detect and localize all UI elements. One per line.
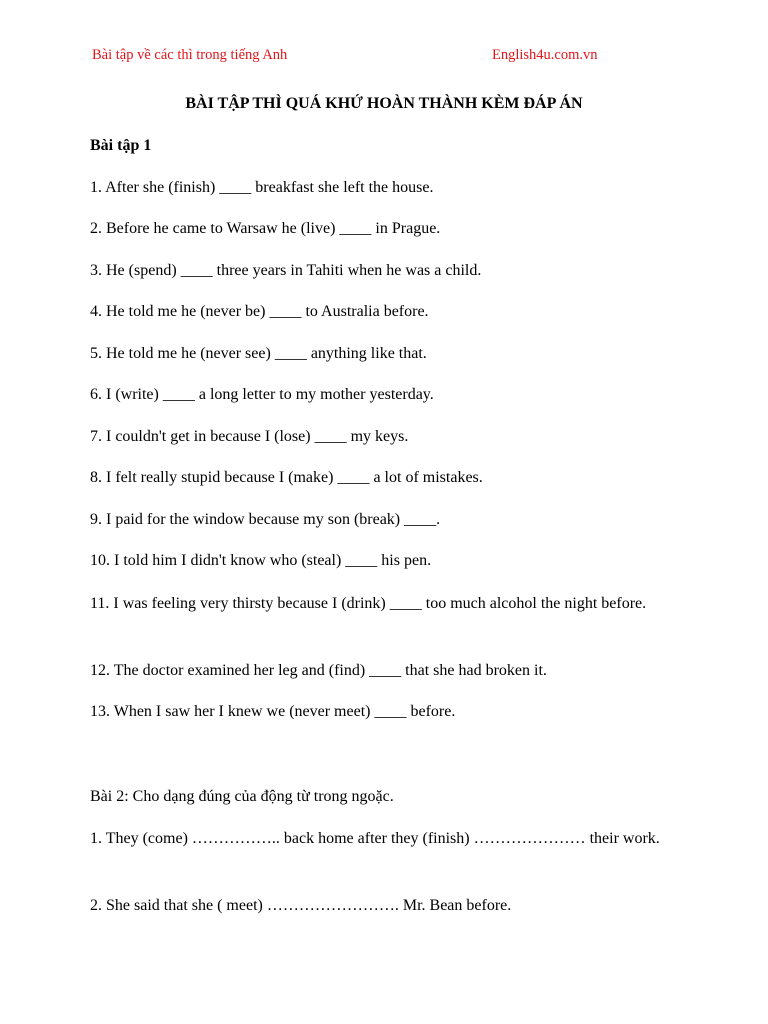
exercise-1-question: 8. I felt really stupid because I (make) ____ a lot of mistakes.: [90, 469, 483, 486]
exercise-1-question: 2. Before he came to Warsaw he (live) ____ in Prague.: [90, 220, 441, 237]
header-left-text: Bài tập về các thì trong tiếng Anh: [92, 47, 288, 63]
exercise-2-question: 2. She said that she ( meet) ……………………. Mr. Bean before.: [90, 897, 512, 914]
document-body: [90, 136, 677, 938]
exercise-1-question: 4. He told me he (never be) ____ to Australia before.: [90, 303, 429, 320]
exercise-1-question: 3. He (spend) ____ three years in Tahiti when he was a child.: [90, 261, 482, 279]
exercise-1-question: 6. I (write) ____ a long letter to my mother yesterday.: [90, 386, 434, 403]
exercise-1-question: 5. He told me he (never see) ____ anything like that.: [90, 344, 427, 362]
exercise-1-question: 1. After she (finish) ____ breakfast she left the house.: [90, 178, 434, 196]
exercise-1-question: 11. I was feeling very thirsty because I (drink) ____ too much alcohol the night before.: [90, 594, 647, 612]
exercise-2-question: 1. They (come) …………….. back home after they (finish) ………………… their work.: [90, 830, 660, 847]
exercise-1-question: 13. When I saw her I knew we (never meet) ____ before.: [90, 703, 456, 720]
exercise-1-question: 10. I told him I didn't know who (steal) ____ his pen.: [90, 552, 432, 569]
exercise-1-heading: Bài tập 1: [90, 137, 152, 154]
exercise-2-heading: Bài 2: Cho dạng đúng của động từ trong ngoặc.: [90, 787, 394, 805]
header-right-text: English4u.com.vn: [492, 47, 598, 63]
exercise-1-question: 12. The doctor examined her leg and (find) ____ that she had broken it.: [90, 661, 547, 679]
exercise-1-question: 7. I couldn't get in because I (lose) ____ my keys.: [90, 427, 409, 445]
exercise-1-question: 9. I paid for the window because my son (break) ____.: [90, 510, 441, 528]
document-title: BÀI TẬP THÌ QUÁ KHỨ HOÀN THÀNH KÈM ĐÁP ÁN: [185, 95, 583, 112]
section-spacer: [90, 744, 677, 787]
